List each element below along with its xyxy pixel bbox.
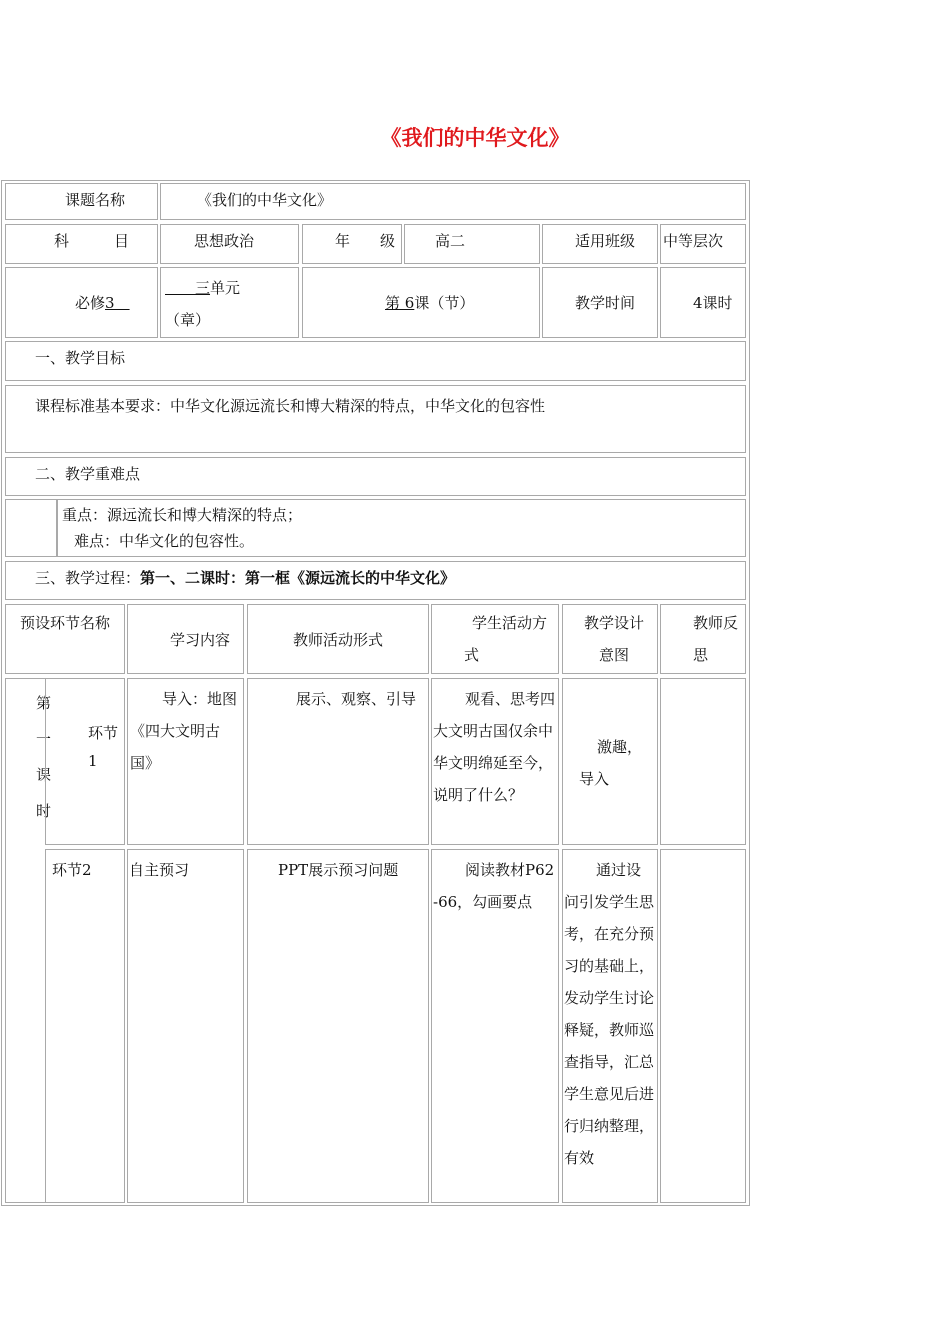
- keypoints-heading: 二、教学重难点: [5, 457, 746, 496]
- table-row-1-reflection: [660, 678, 746, 845]
- value-subject: 思想政治: [160, 224, 299, 264]
- label-topic: 课题名称: [5, 183, 158, 220]
- key-point: 重点：源远流长和博大精深的特点；: [62, 506, 303, 524]
- goals-text: 课程标准基本要求：中华文化源远流长和博大精深的特点，中华文化的包容性: [5, 385, 746, 453]
- table-row-2-stage: 环节2: [45, 849, 125, 1203]
- header-intent: 教学设计意图: [562, 604, 658, 674]
- keypoints-body: [57, 499, 746, 557]
- value-class-level: 中等层次: [660, 224, 746, 264]
- keypoints-indent: [5, 499, 57, 557]
- process-heading: [5, 561, 746, 600]
- header-reflection: 教师反思: [660, 604, 746, 674]
- lesson-suffix: 课（节）: [414, 294, 475, 312]
- value-topic: 《我们的中华文化》: [160, 183, 746, 220]
- value-unit: [160, 267, 299, 338]
- table-row-1-content: 导入：地图《四大文明古国》: [127, 678, 244, 845]
- session-label: 第一课时: [5, 678, 45, 1203]
- unit-suffix: 单元: [210, 279, 241, 297]
- lesson-number: 第 6: [385, 294, 415, 312]
- table-row-2-content: 自主预习: [127, 849, 244, 1203]
- header-stage: 预设环节名称: [5, 604, 125, 674]
- page-title: 《我们的中华文化》: [380, 126, 570, 150]
- table-row-2-reflection: [660, 849, 746, 1203]
- table-row-2-intent: 通过设问引发学生思考，在充分预习的基础上，发动学生讨论释疑，教师巡查指导，汇总学生意见后进行归纳整理，有效: [562, 849, 658, 1203]
- value-lesson: [302, 267, 540, 338]
- label-grade: 年 级: [302, 224, 402, 264]
- header-content: 学习内容: [127, 604, 244, 674]
- process-title: 第一、二课时：第一框《源远流长的中华文化》: [140, 569, 456, 587]
- unit-chapter: （章）: [165, 311, 211, 329]
- label-class: 适用班级: [542, 224, 658, 264]
- book-label: 必修: [75, 294, 106, 312]
- table-row-1-teacher: 展示、观察、引导: [247, 678, 429, 845]
- header-teacher: 教师活动形式: [247, 604, 429, 674]
- table-row-2-student: 阅读教材P62-66，勾画要点: [431, 849, 559, 1203]
- difficult-point: 难点：中华文化的包容性。: [74, 532, 255, 550]
- label-subject: 科 目: [5, 224, 158, 264]
- goals-heading: 一、教学目标: [5, 341, 746, 381]
- table-row-1-intent: 激趣，导入: [562, 678, 658, 845]
- table-row-1-student: 观看、思考四大文明古国仅余中华文明绵延至今，说明了什么？: [431, 678, 559, 845]
- header-student: 学生活动方式: [431, 604, 559, 674]
- value-grade: 高二: [404, 224, 540, 264]
- unit-number: 三: [165, 279, 211, 297]
- label-time: 教学时间: [542, 267, 658, 338]
- book-number: 3: [105, 294, 130, 312]
- process-prefix: 三、教学过程：: [35, 569, 141, 587]
- value-book: [5, 267, 158, 338]
- table-row-2-teacher: PPT展示预习问题: [247, 849, 429, 1203]
- value-time: 4课时: [660, 267, 746, 338]
- table-row-1-stage: 环节1: [45, 678, 125, 845]
